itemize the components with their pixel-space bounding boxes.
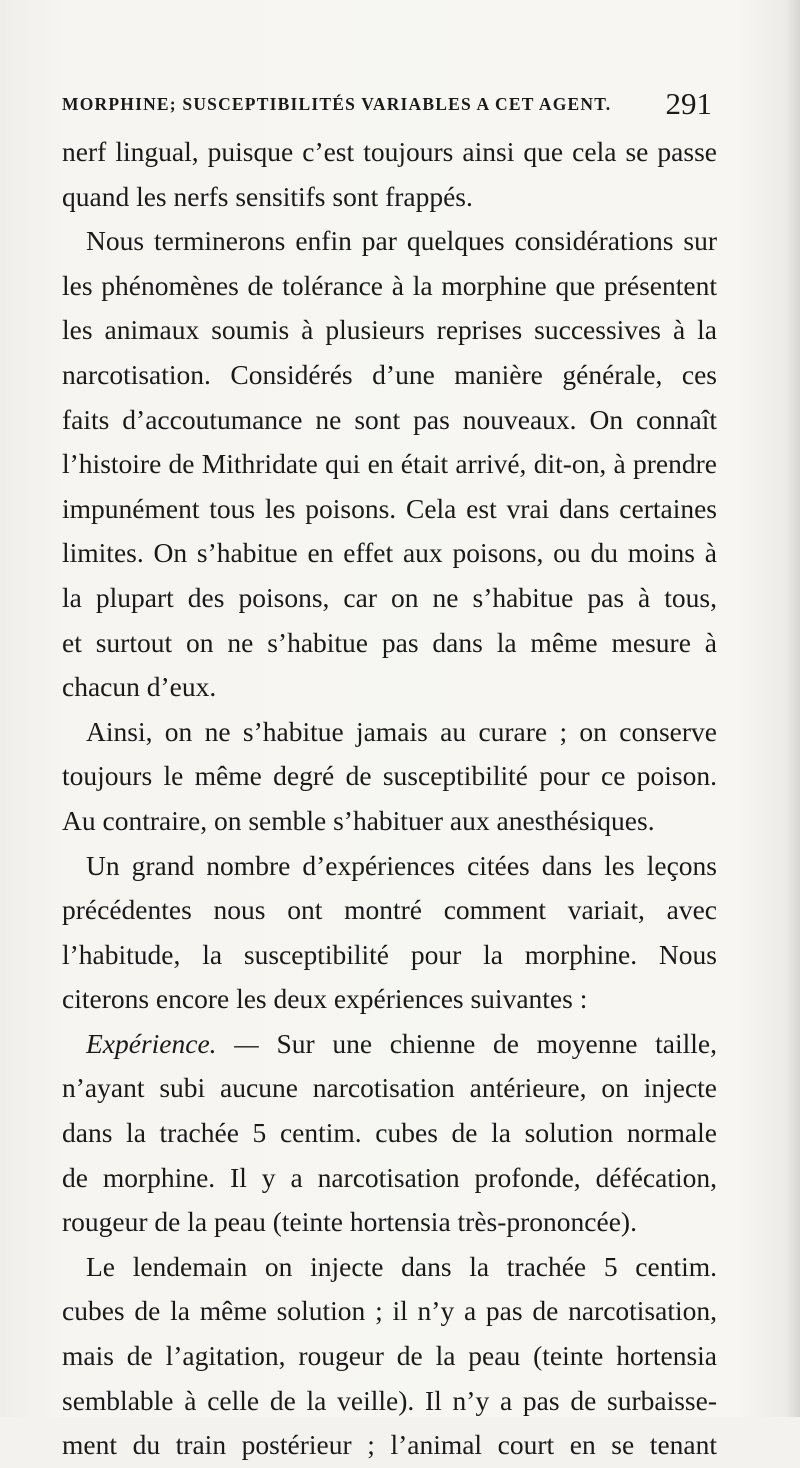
text-line: toujours le même degré de susceptibilité pour ce poison. — [62, 760, 717, 792]
text-line: de morphine. Il y a narcotisation profonde, défécation, — [62, 1161, 717, 1193]
text-line: rougeur de la peau (teinte hortensia très-prononcée). — [62, 1206, 637, 1238]
text-line: précédentes nous ont montré comment variait, avec — [62, 894, 717, 926]
text-line: narcotisation. Considérés d’une manière générale, ces — [62, 358, 717, 390]
experience-line — [62, 1022, 717, 1067]
page-number: 291 — [665, 86, 712, 121]
text-line: faits d’accoutumance ne sont pas nouveaux. On connaît — [62, 403, 717, 435]
page-edge-shadow — [786, 0, 800, 1417]
text-line: Un grand nombre d’expériences citées dans les leçons — [86, 849, 717, 881]
text-line: limites. On s’habitue en effet aux poisons, ou du moins à — [62, 537, 717, 569]
text-line: la plupart des poisons, car on ne s’habitue pas à tous, — [62, 581, 717, 613]
text-line: Le lendemain on injecte dans la trachée 5 centim. — [86, 1250, 717, 1282]
text-line: chacun d’eux. — [62, 671, 217, 703]
text-line: cubes de la même solution ; il n’y a pas de narcotisation, — [62, 1295, 717, 1327]
text-line: impunément tous les poisons. Cela est vrai dans certaines — [62, 492, 717, 524]
text-line: et surtout on ne s’habitue pas dans la même mesure à — [62, 626, 717, 658]
text-line: l’habitude, la susceptibilité pour la morphine. Nous — [62, 938, 717, 970]
text-line: l’histoire de Mithridate qui en était arrivé, dit-on, à prendre — [62, 448, 717, 480]
text-line: quand les nerfs sensitifs sont frappés. — [62, 180, 473, 212]
experience-lead: Expérience. — — [86, 1027, 259, 1059]
text-line: semblable à celle de la veille). Il n’y a pas de surbaisse- — [62, 1384, 717, 1416]
experience-text: Sur une chienne de moyenne taille, — [276, 1027, 717, 1059]
text-line: n’ayant subi aucune narcotisation antérieure, on injecte — [62, 1072, 717, 1104]
text-line: nerf lingual, puisque c’est toujours ainsi que cela se passe — [62, 136, 717, 167]
text-line: Nous terminerons enfin par quelques considérations sur — [86, 225, 717, 257]
text-line: citerons encore les deux expériences suivantes : — [62, 983, 588, 1015]
text-line: ment du train postérieur ; l’animal court en se tenant — [62, 1429, 717, 1461]
body-text — [62, 130, 717, 1468]
text-line: Ainsi, on ne s’habitue jamais au curare ; on conserve — [86, 715, 717, 747]
text-line: les animaux soumis à plusieurs reprises successives à la — [62, 314, 717, 346]
text-line: dans la trachée 5 centim. cubes de la solution normale — [62, 1117, 717, 1149]
text-line: Au contraire, on semble s’habituer aux anesthésiques. — [62, 804, 655, 836]
running-title: MORPHINE; SUSCEPTIBILITÉS VARIABLES A CET AGENT. — [62, 94, 612, 114]
running-head — [62, 86, 712, 126]
text-line: mais de l’agitation, rougeur de la peau (teinte hortensia — [62, 1340, 717, 1372]
text-line: les phénomènes de tolérance à la morphine que présentent — [62, 269, 717, 301]
